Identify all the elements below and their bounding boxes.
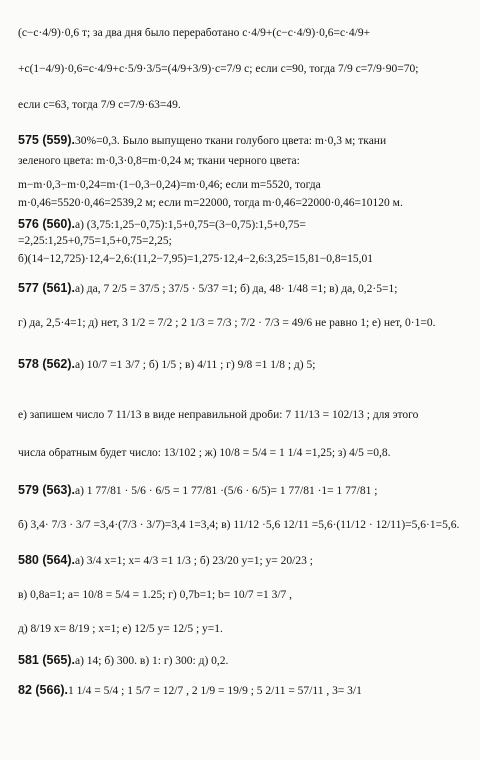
text-line: числа обратным будет число: 13/102 ; ж) 10/8 = 5/4 = 1 1/4 =1,25; з) 4/5 =0,8. [18, 448, 391, 459]
text-line: если c=63, тогда 7/9 c=7/9·63=49. [18, 100, 181, 111]
exercise-line: 581 (565).а) 14; б) 300. в) 1: г) 300: д) 0,2. [18, 654, 229, 667]
text-line: в) 0,8a=1; a= 10/8 = 5/4 = 1.25; г) 0,7b=1; b= 10/7 =1 3/7 , [18, 590, 293, 601]
text-line: m−m·0,3−m·0,24=m·(1−0,3−0,24)=m·0,46; если m=5520, тогда [18, 180, 321, 191]
text-line: зеленого цвета: m·0,3·0,8=m·0,24 м; ткани черного цвета: [18, 156, 300, 167]
exercise-line: 579 (563).а) 1 77/81 · 5/6 · 6/5 = 1 77/81 ·(5/6 · 6/5)= 1 77/81 ·1= 1 77/81 ; [18, 484, 378, 497]
text-line: =2,25:1,25+0,75=1,5+0,75=2,25; [18, 236, 172, 247]
text-line: m·0,46=5520·0,46=2539,2 м; если m=22000, тогда m·0,46=22000·0,46=10120 м. [18, 198, 403, 209]
exercise-line: 580 (564).а) 3/4 x=1; x= 4/3 =1 1/3 ; б) 23/20 y=1; y= 20/23 ; [18, 554, 313, 567]
text-line: (c−c·4/9)·0,6 т; за два дня было переработано c·4/9+(c−c·4/9)·0,6=c·4/9+ [18, 28, 371, 39]
text-line: д) 8/19 x= 8/19 ; x=1; е) 12/5 y= 12/5 ; y=1. [18, 624, 223, 635]
text-line: г) да, 2,5·4=1; д) нет, 3 1/2 = 7/2 ; 2 1/3 = 7/3 ; 7/2 · 7/3 = 49/6 не равно 1; е) нет, 0·1=0. [18, 318, 436, 329]
exercise-line: 577 (561).а) да, 7 2/5 = 37/5 ; 37/5 · 5/37 =1; б) да, 48· 1/48 =1; в) да, 0,2·5=1; [18, 282, 398, 295]
exercise-line: 575 (559).30%=0,3. Было выпущено ткани голубого цвета: m·0,3 м; ткани [18, 134, 387, 147]
text-line: е) запишем число 7 11/13 в виде неправильной дроби: 7 11/13 = 102/13 ; для этого [18, 410, 419, 421]
text-line: б) 3,4· 7/3 · 3/7 =3,4·(7/3 · 3/7)=3,4 1=3,4; в) 11/12 ·5,6 12/11 =5,6·(11/12 · 12/11)=5,6·1=5,6. [18, 520, 460, 531]
text-line: б)(14−12,725)·12,4−2,6:(11,2−7,95)=1,275·12,4−2,6:3,25=15,81−0,8=15,01 [18, 254, 374, 265]
text-line: +c(1−4/9)·0,6=c·4/9+c·5/9·3/5=(4/9+3/9)·c=7/9 c; если c=90, тогда 7/9 c=7/9·90=70; [18, 64, 419, 75]
exercise-line: 578 (562).а) 10/7 =1 3/7 ; б) 1/5 ; в) 4/11 ; г) 9/8 =1 1/8 ; д) 5; [18, 358, 316, 371]
exercise-line: 82 (566).1 1/4 = 5/4 ; 1 5/7 = 12/7 , 2 1/9 = 19/9 ; 5 2/11 = 57/11 , 3= 3/1 [18, 684, 362, 697]
exercise-line: 576 (560).а) (3,75:1,25−0,75):1,5+0,75=(3−0,75):1,5+0,75= [18, 218, 306, 231]
